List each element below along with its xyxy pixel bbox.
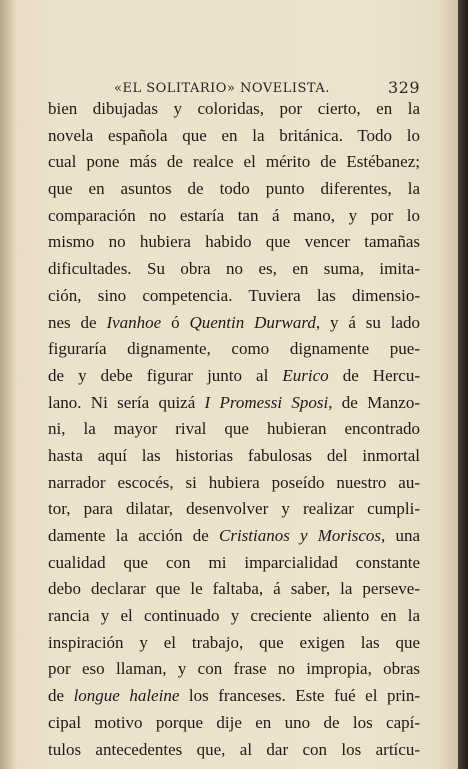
- text-run: , una: [381, 526, 421, 545]
- italic-title: Cristianos y Moriscos: [218, 526, 382, 545]
- text-run: tulos antecedentes que, al dar con los artícu-: [48, 739, 420, 759]
- text-run: comparación no estaría tan á mano, y por lo: [48, 205, 420, 225]
- text-line: [48, 390, 420, 417]
- text-line: [48, 656, 420, 683]
- italic-title: Eurico: [282, 365, 329, 385]
- text-run: los franceses. Este fué el prin-: [179, 686, 420, 706]
- text-run: por eso llaman, y con frase no impropia, obras: [48, 659, 420, 679]
- text-line: [48, 737, 420, 764]
- text-run: mismo no hubiera habido que vencer tamañas: [48, 232, 420, 252]
- spine-shadow: [0, 0, 16, 769]
- text-run: hasta aquí las historias fabulosas del inmortal: [48, 445, 420, 465]
- text-run: ni, la mayor rival que hubieran encontrado: [48, 419, 420, 439]
- text-line: [48, 149, 420, 176]
- text-line: [48, 203, 420, 230]
- text-run: figuraría dignamente, como dignamente pue-: [48, 339, 420, 359]
- text-run: que en asuntos de todo punto diferentes, la: [48, 179, 420, 199]
- text-run: bien dibujadas y coloridas, por cierto, en la: [48, 99, 420, 118]
- text-line: [48, 443, 420, 470]
- running-title: «EL SOLITARIO» NOVELISTA.: [114, 81, 330, 96]
- text-line: [48, 470, 420, 497]
- text-run: , de Manzo-: [328, 392, 420, 412]
- text-run: cual pone más de realce el mérito de Estébanez;: [48, 152, 420, 172]
- text-line: [48, 683, 420, 710]
- text-line: [48, 176, 420, 203]
- italic-title: Quentin Durward: [189, 312, 316, 332]
- text-run: dificultades. Su obra no es, en suma, imita-: [48, 259, 420, 279]
- text-run: ción, sino competencia. Tuviera las dimensio-: [48, 285, 420, 305]
- text-run: novela española que en la británica. Todo lo: [48, 125, 420, 145]
- text-line: [48, 550, 420, 577]
- text-line: [48, 310, 420, 337]
- text-line: [48, 710, 420, 737]
- text-run: narrador escocés, si hubiera poseído nuestro au-: [48, 472, 420, 492]
- text-run: de Hercu-: [328, 365, 420, 385]
- text-line: [48, 336, 420, 363]
- italic-title: Ivanhoe: [106, 312, 162, 332]
- text-line: [48, 523, 420, 550]
- text-run: inspiración y el trabajo, que exigen las que: [48, 632, 420, 652]
- body-text: [48, 96, 420, 763]
- text-line: [48, 603, 420, 630]
- text-run: de y debe figurar junto al: [48, 365, 283, 385]
- text-line: [48, 96, 420, 123]
- text-line: [48, 256, 420, 283]
- text-run: , y á su lado: [315, 312, 420, 332]
- italic-title: I Promessi Sposi: [204, 392, 329, 412]
- text-run: damente la acción de: [48, 526, 219, 545]
- text-line: [48, 416, 420, 443]
- text-run: nes de: [48, 312, 107, 332]
- text-line: [48, 123, 420, 150]
- text-run: cualidad que con mi imparcialidad constante: [48, 552, 420, 572]
- text-run: cipal motivo porque dije en uno de los capí-: [48, 712, 420, 732]
- text-run: de: [48, 686, 74, 706]
- text-run: tor, para dilatar, desenvolver y realizar cumpli-: [48, 499, 420, 519]
- italic-title: longue haleine: [73, 686, 180, 706]
- text-line: [48, 630, 420, 657]
- text-run: rancia y el continuado y creciente aliento en la: [48, 606, 420, 626]
- text-run: lano. Ni sería quizá: [48, 392, 205, 412]
- page-number: 329: [387, 78, 420, 97]
- text-run: ó: [161, 312, 190, 332]
- text-line: [48, 496, 420, 523]
- text-line: [48, 363, 420, 390]
- text-line: [48, 229, 420, 256]
- book-edge: [458, 0, 468, 769]
- text-run: debo declarar que le faltaba, á saber, la perseve-: [48, 579, 420, 599]
- text-line: [48, 576, 420, 603]
- text-line: [48, 283, 420, 310]
